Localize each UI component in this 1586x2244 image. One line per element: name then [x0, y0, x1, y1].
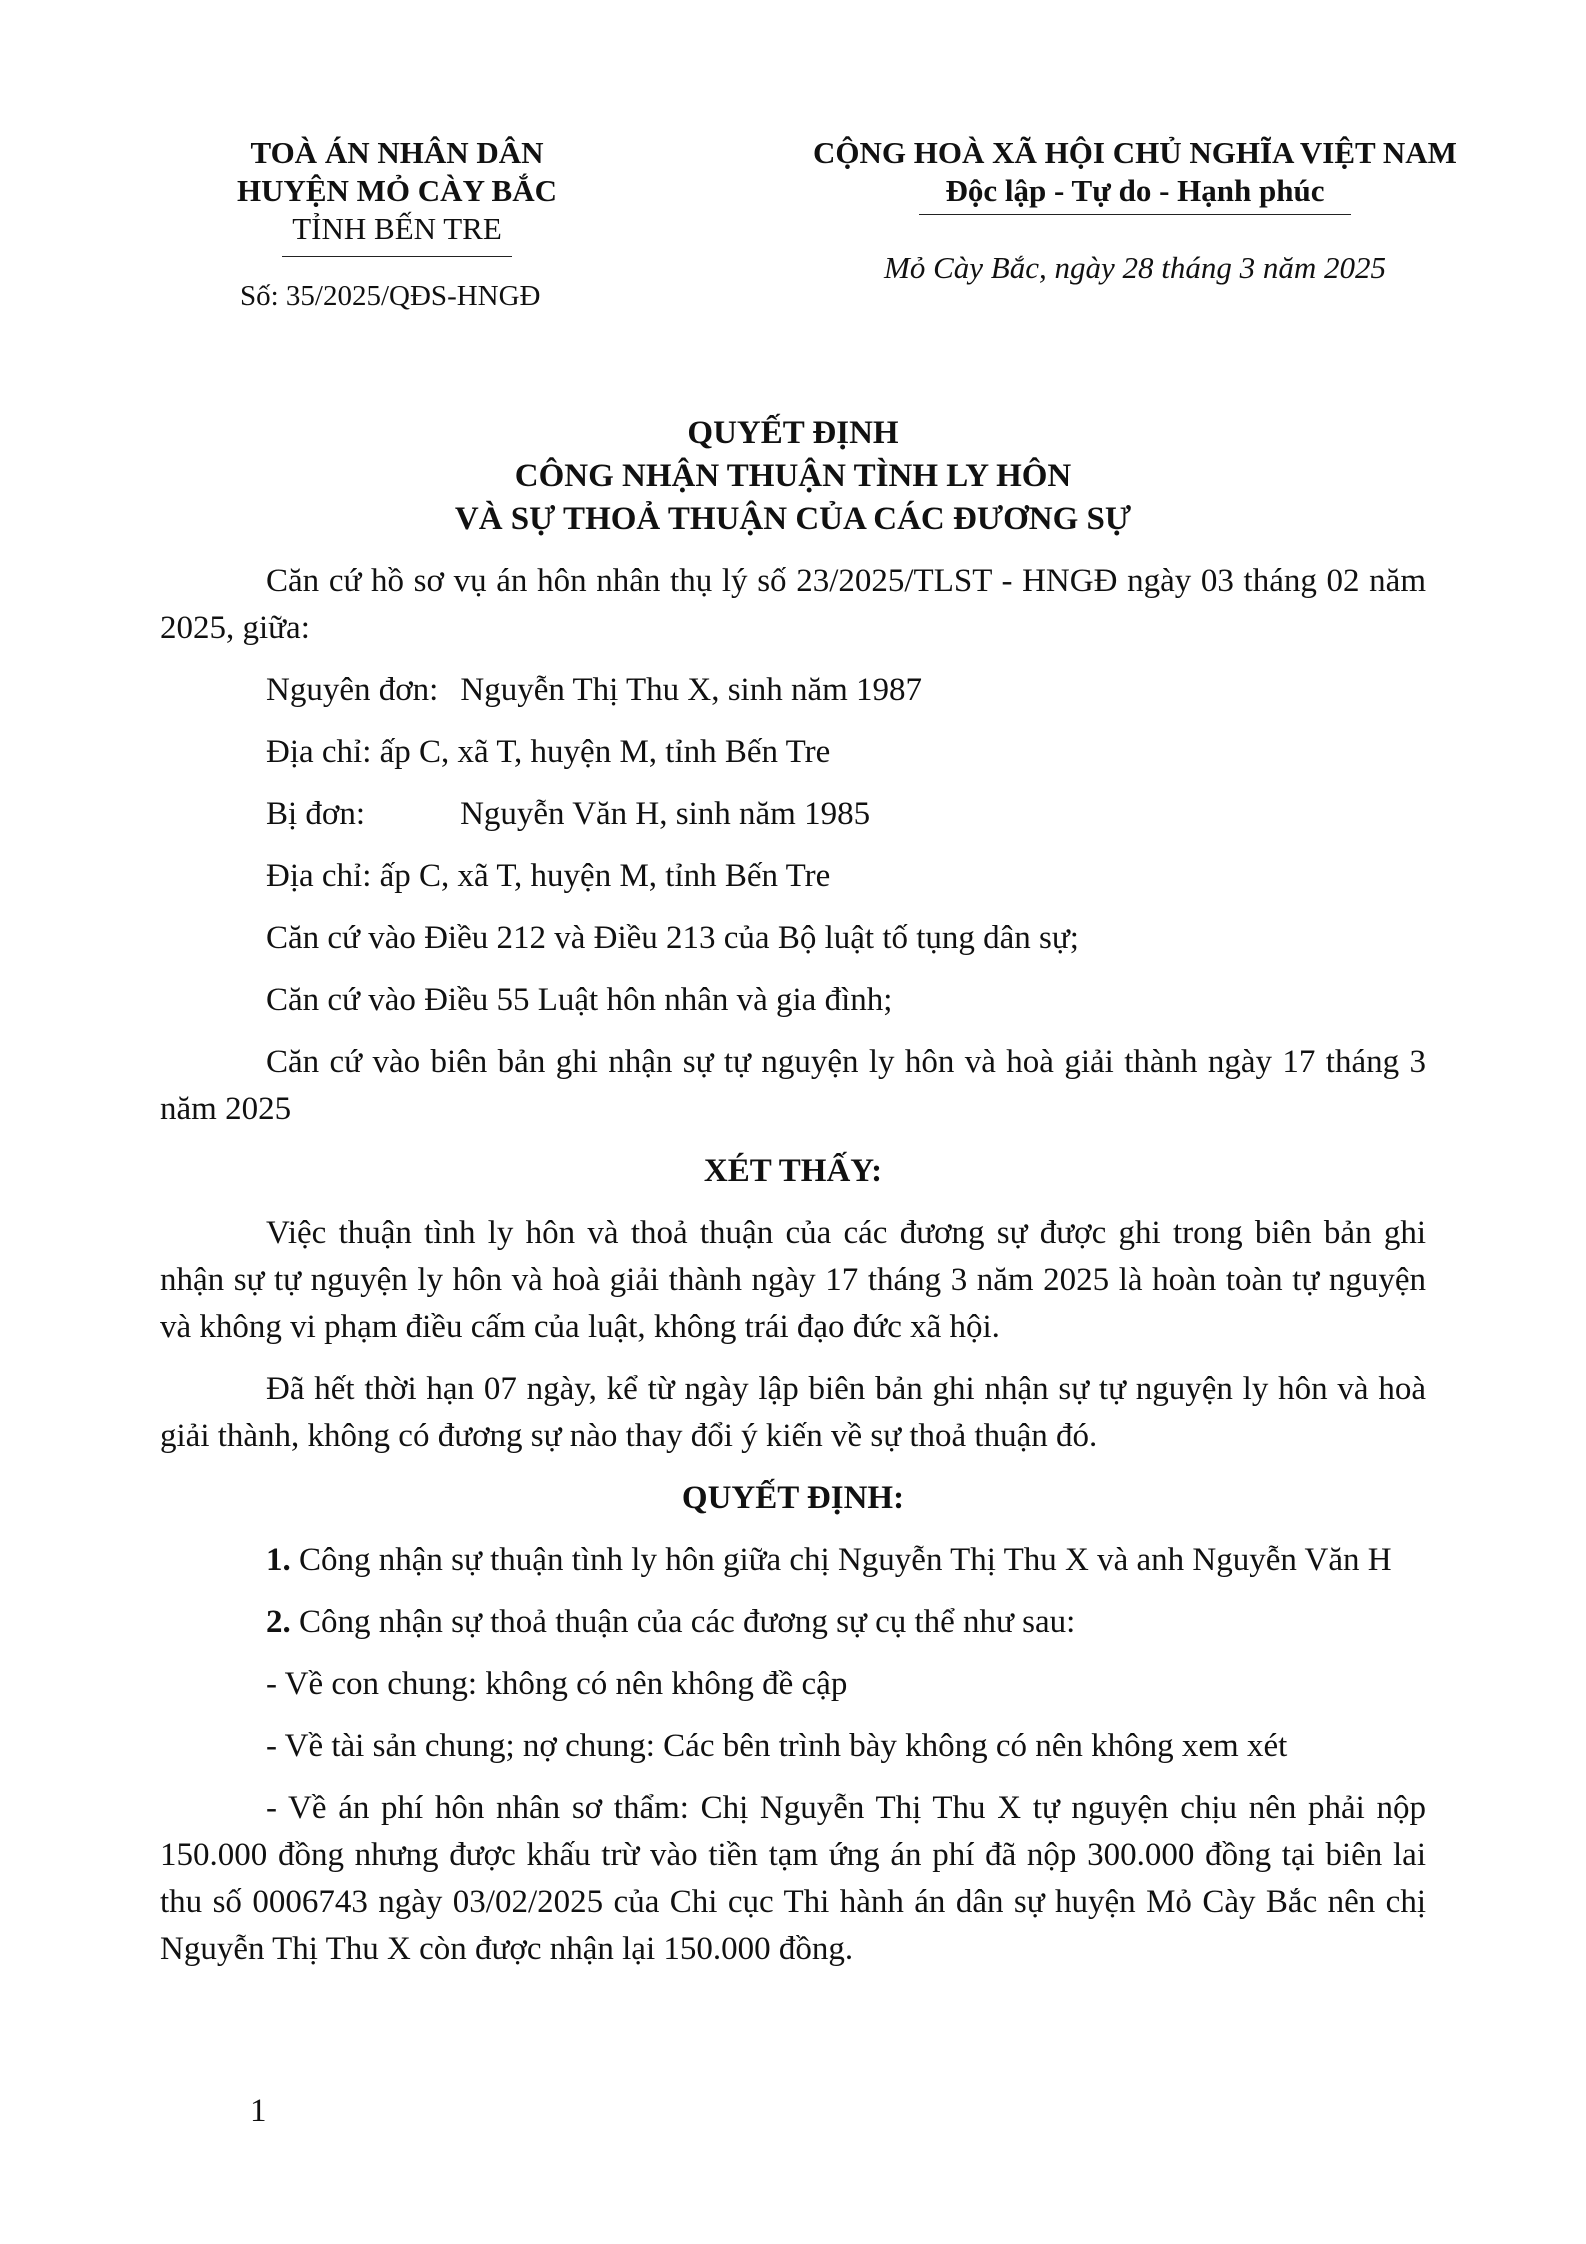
findings-heading: XÉT THẤY: [703, 1153, 883, 1189]
item-1-number: 1. [266, 1542, 291, 1578]
national-motto: Độc lập - Tự do - Hạnh phúc [945, 173, 1325, 208]
title-line2: CÔNG NHẬN THUẬN TÌNH LY HÔN [514, 458, 1072, 494]
court-name-line1: TOÀ ÁN NHÂN DÂN [250, 135, 544, 170]
plaintiff-label: Nguyên đơn: [266, 672, 439, 708]
defendant-address: Địa chỉ: ấp C, xã T, huyện M, tỉnh Bến Tre [266, 858, 831, 894]
court-province: TỈNH BẾN TRE [292, 211, 502, 246]
decision-item-1 [160, 1537, 1426, 1584]
basis-3: Căn cứ vào biên bản ghi nhận sự tự nguyện ly hôn và hoà giải thành ngày 17 tháng 3 năm 2025 [160, 1044, 1426, 1127]
basis-2: Căn cứ vào Điều 55 Luật hôn nhân và gia đình; [266, 982, 893, 1018]
court-header [232, 134, 562, 257]
item-2-text: Công nhận sự thoả thuận của các đương sự cụ thể như sau: [290, 1604, 1076, 1640]
plaintiff-address: Địa chỉ: ấp C, xã T, huyện M, tỉnh Bến Tre [266, 734, 831, 770]
title-line1: QUYẾT ĐỊNH [687, 415, 899, 451]
document-body [160, 558, 1426, 1988]
document-number: Số: 35/2025/QĐS-HNGĐ [240, 280, 541, 312]
court-header-rule [282, 256, 512, 257]
defendant-value: Nguyễn Văn H, sinh năm 1985 [460, 796, 871, 832]
title-line3: VÀ SỰ THOẢ THUẬN CỦA CÁC ĐƯƠNG SỰ [454, 501, 1132, 537]
property-clause: - Về tài sản chung; nợ chung: Các bên trình bày không có nên không xem xét [266, 1728, 1288, 1764]
country-name: CỘNG HOÀ XÃ HỘI CHỦ NGHĨA VIỆT NAM [813, 135, 1457, 170]
finding-1: Việc thuận tình ly hôn và thoả thuận của các đương sự được ghi trong biên bản ghi nhận sự tự nguyện ly hôn và hoà giải thành ngày 17 tháng 3 năm 2025 là hoàn toàn tự nguyện và không vi phạm điều cấm của luật, không trái đạo đức xã hội. [160, 1215, 1426, 1345]
plaintiff-line [160, 667, 1426, 714]
place-date: Mỏ Cày Bắc, ngày 28 tháng 3 năm 2025 [884, 250, 1386, 285]
document-title [160, 412, 1426, 541]
item-1-text: Công nhận sự thuận tình ly hôn giữa chị Nguyễn Thị Thu X và anh Nguyễn Văn H [290, 1542, 1392, 1578]
finding-2: Đã hết thời hạn 07 ngày, kể từ ngày lập biên bản ghi nhận sự tự nguyện ly hôn và hoà giải thành, không có đương sự nào thay đổi ý kiến về sự thoả thuận đó. [160, 1371, 1426, 1454]
motto-underline [919, 214, 1351, 215]
plaintiff-value: Nguyễn Thị Thu X, sinh năm 1987 [460, 672, 923, 708]
national-header [790, 134, 1480, 215]
decision-item-2 [160, 1599, 1426, 1646]
decision-heading: QUYẾT ĐỊNH: [681, 1480, 905, 1516]
basis-1: Căn cứ vào Điều 212 và Điều 213 của Bộ luật tố tụng dân sự; [266, 920, 1079, 956]
children-clause: - Về con chung: không có nên không đề cập [266, 1666, 848, 1702]
intro-paragraph: Căn cứ hồ sơ vụ án hôn nhân thụ lý số 23/2025/TLST - HNGĐ ngày 03 tháng 02 năm 2025, giữa: [160, 563, 1426, 646]
court-name-line2: HUYỆN MỎ CÀY BẮC [236, 173, 558, 208]
court-fee-clause: - Về án phí hôn nhân sơ thẩm: Chị Nguyễn Thị Thu X tự nguyện chịu nên phải nộp 150.000 đồng nhưng được khấu trừ vào tiền tạm ứng án phí đã nộp 300.000 đồng tại biên lai thu số 0006743 ngày 03/02/2025 của Chi cục Thi hành án dân sự huyện Mỏ Cày Bắc nên chị Nguyễn Thị Thu X còn được nhận lại 150.000 đồng. [160, 1790, 1426, 1967]
page-number: 1 [250, 2093, 267, 2129]
item-2-number: 2. [266, 1604, 291, 1640]
defendant-label: Bị đơn: [266, 796, 366, 832]
defendant-line [160, 791, 1426, 838]
